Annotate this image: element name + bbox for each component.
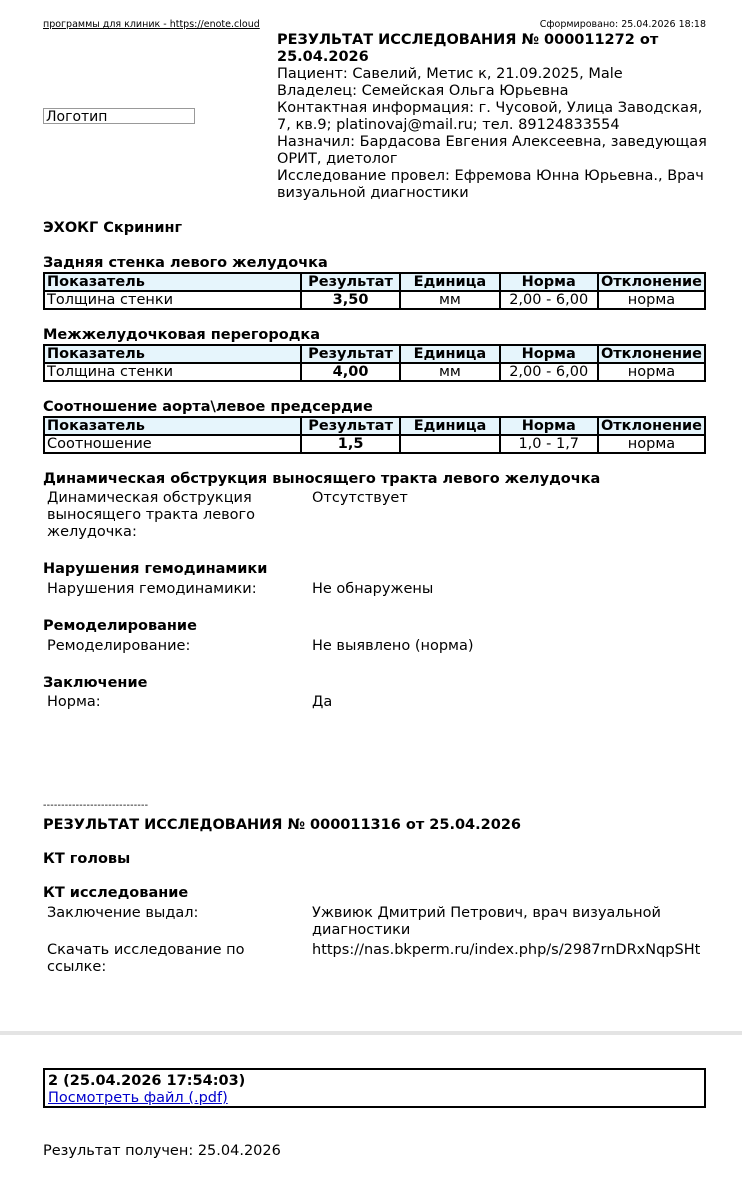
cell-deviation: норма	[598, 435, 705, 453]
assigned-by: Назначил: Бардасова Евгения Алексеевна, заведующая ОРИТ, диетолог	[277, 134, 707, 167]
header-param: Показатель	[44, 417, 301, 435]
field-value: Не обнаружены	[312, 581, 434, 597]
header-deviation: Отклонение	[598, 417, 705, 435]
cell-deviation: норма	[598, 291, 705, 309]
section-title: Ремоделирование	[43, 618, 197, 634]
owner-info: Владелец: Семейская Ольга Юрьевна	[277, 83, 569, 99]
cell-param: Соотношение	[44, 435, 301, 453]
cell-norm: 2,00 - 6,00	[500, 363, 598, 381]
header-result: Результат	[301, 345, 401, 363]
cell-result: 4,00	[301, 363, 401, 381]
cell-param: Толщина стенки	[44, 291, 301, 309]
header-norm: Норма	[500, 345, 598, 363]
field-value: Отсутствует	[312, 490, 408, 506]
header-unit: Единица	[400, 345, 499, 363]
cell-unit: мм	[400, 291, 499, 309]
site-link[interactable]: программы для клиник - https://enote.cloud	[43, 19, 260, 30]
field-label: Ремоделирование:	[47, 638, 191, 654]
field-label: Заключение выдал:	[47, 905, 199, 921]
table-header-row	[44, 345, 705, 363]
section-title: Нарушения гемодинамики	[43, 561, 268, 577]
table-header-row	[44, 273, 705, 291]
header-norm: Норма	[500, 273, 598, 291]
header-deviation: Отклонение	[598, 273, 705, 291]
result-table	[43, 416, 706, 454]
performed-by: Исследование провел: Ефремова Юнна Юрьевна., Врач визуальной диагностики	[277, 168, 704, 201]
view-file-link[interactable]: Посмотреть файл (.pdf)	[48, 1090, 228, 1106]
cell-unit	[400, 435, 499, 453]
field-label: Скачать исследование по ссылке:	[47, 942, 245, 975]
second-study-name: КТ головы	[43, 851, 131, 867]
table-row	[44, 291, 705, 309]
result-table	[43, 344, 706, 382]
field-value: Да	[312, 694, 333, 710]
header-deviation: Отклонение	[598, 345, 705, 363]
patient-info: Пациент: Савелий, Метис к, 21.09.2025, Male	[277, 66, 623, 82]
field-value[interactable]: https://nas.bkperm.ru/index.php/s/2987rnDRxNqpSHt	[312, 942, 701, 958]
header-unit: Единица	[400, 273, 499, 291]
second-report-title: РЕЗУЛЬТАТ ИССЛЕДОВАНИЯ № 000011316 от 25.04.2026	[43, 817, 522, 833]
table-row	[44, 435, 705, 453]
result-table	[43, 272, 706, 310]
cell-param: Толщина стенки	[44, 363, 301, 381]
separator-line: -----------------------------	[43, 800, 149, 811]
table-row	[44, 363, 705, 381]
field-label: Динамическая обструкция выносящего тракта левого желудочка:	[47, 490, 256, 540]
study-name: ЭХОКГ Скрининг	[43, 220, 183, 236]
result-received: Результат получен: 25.04.2026	[43, 1143, 281, 1159]
section-title: Динамическая обструкция выносящего тракта левого желудочка	[43, 471, 601, 487]
cell-norm: 1,0 - 1,7	[500, 435, 598, 453]
contact-info: Контактная информация: г. Чусовой, Улица Заводская, 7, кв.9; platinovaj@mail.ru; тел. 89124833554	[277, 100, 703, 133]
cell-deviation: норма	[598, 363, 705, 381]
table-title: Межжелудочковая перегородка	[43, 327, 321, 343]
cell-result: 1,5	[301, 435, 401, 453]
report-header	[277, 32, 707, 202]
logo-placeholder: Логотип	[43, 108, 195, 124]
table-title: Задняя стенка левого желудочка	[43, 255, 328, 271]
section-title: КТ исследование	[43, 885, 189, 901]
cell-result: 3,50	[301, 291, 401, 309]
field-value: Не выявлено (норма)	[312, 638, 474, 654]
table-header-row	[44, 417, 705, 435]
table-title: Соотношение аорта\левое предсердие	[43, 399, 373, 415]
section-title: Заключение	[43, 675, 148, 691]
field-label: Нарушения гемодинамики:	[47, 581, 257, 597]
header-unit: Единица	[400, 417, 499, 435]
cell-norm: 2,00 - 6,00	[500, 291, 598, 309]
report-title: РЕЗУЛЬТАТ ИССЛЕДОВАНИЯ № 000011272 от 25.04.2026	[277, 32, 659, 65]
header-result: Результат	[301, 273, 401, 291]
field-value: Ужвиюк Дмитрий Петрович, врач визуальной диагностики	[312, 905, 661, 938]
header-param: Показатель	[44, 345, 301, 363]
header-result: Результат	[301, 417, 401, 435]
attachment-box	[43, 1068, 706, 1108]
attachment-page	[0, 1035, 742, 1200]
cell-unit: мм	[400, 363, 499, 381]
field-label: Норма:	[47, 694, 101, 710]
header-norm: Норма	[500, 417, 598, 435]
header-param: Показатель	[44, 273, 301, 291]
attachment-title: 2 (25.04.2026 17:54:03)	[48, 1073, 246, 1089]
generated-timestamp: Сформировано: 25.04.2026 18:18	[539, 19, 706, 30]
